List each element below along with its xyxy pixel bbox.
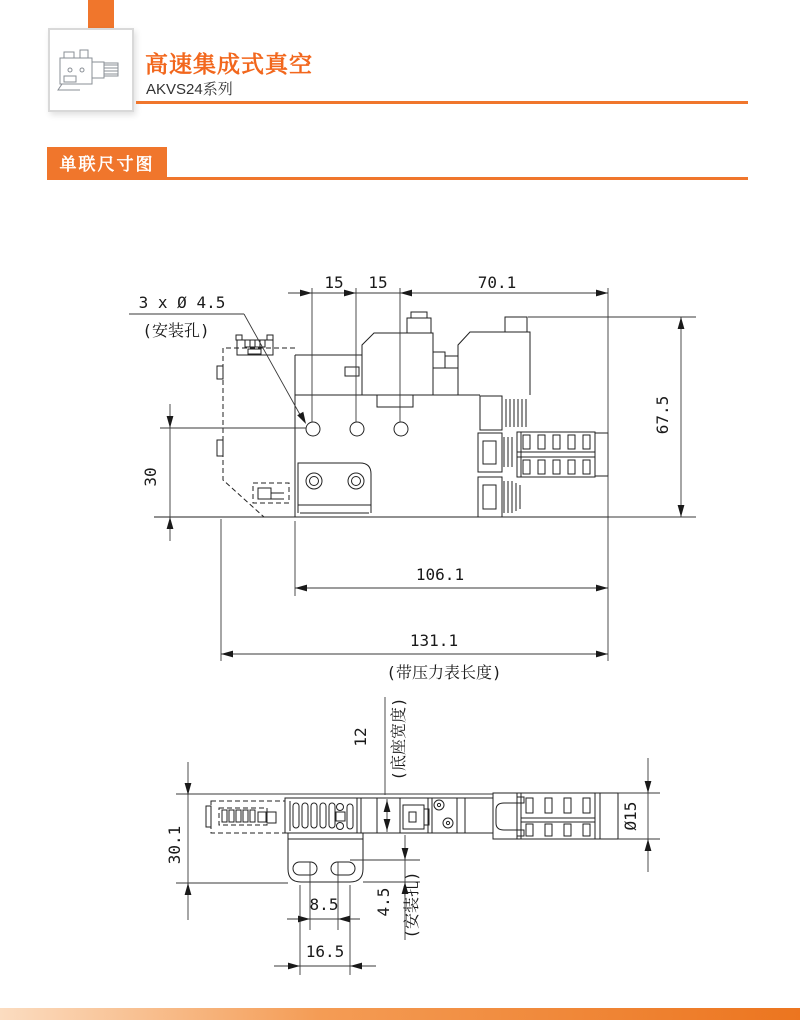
page-title: 高速集成式真空 — [145, 51, 313, 77]
dim-8-5-label: 8.5 — [309, 895, 339, 914]
top-drawing-outline — [154, 312, 609, 517]
hole-note-line2: (安装孔) — [142, 321, 210, 340]
page-corner-tab — [88, 0, 114, 30]
top-dimension-drawing — [0, 255, 800, 700]
hole-note-line1: 3 x Ø 4.5 — [138, 293, 226, 312]
dim-12-label: 12 — [351, 727, 370, 747]
section-rule — [47, 177, 748, 180]
dim-16-5-label: 16.5 — [305, 942, 345, 961]
top-drawing-hidden-gauge — [223, 348, 295, 517]
gauge-length-note: (带压力表长度) — [386, 663, 502, 682]
base-width-note: (底座宽度) — [389, 697, 408, 781]
dim-67-5-label: 67.5 — [653, 395, 672, 435]
bottom-dimension-drawing — [0, 685, 800, 985]
dim-15-right-label: 15 — [368, 273, 388, 292]
series-subtitle: AKVS24系列 — [146, 81, 233, 98]
dim-15-left-label: 15 — [324, 273, 344, 292]
mount-hole-note: (安装孔) — [402, 871, 421, 939]
top-drawing-dimension-lines — [129, 288, 696, 661]
dim-30-1-label: 30.1 — [165, 825, 184, 865]
product-sketch-image — [50, 30, 132, 110]
dim-dia-15-label: Ø15 — [621, 801, 640, 831]
dim-30-label: 30 — [141, 467, 160, 487]
dim-131-1-label: 131.1 — [409, 631, 459, 650]
footer-accent-bar — [0, 1008, 800, 1020]
dim-70-1-label: 70.1 — [477, 273, 517, 292]
header-rule — [136, 101, 748, 104]
top-drawing-arrowheads — [167, 290, 685, 658]
bottom-drawing-outline — [206, 793, 618, 882]
dim-106-1-label: 106.1 — [415, 565, 465, 584]
dim-4-5-label: 4.5 — [374, 887, 393, 917]
product-thumbnail — [48, 28, 134, 112]
section-badge: 单联尺寸图 — [47, 147, 167, 177]
